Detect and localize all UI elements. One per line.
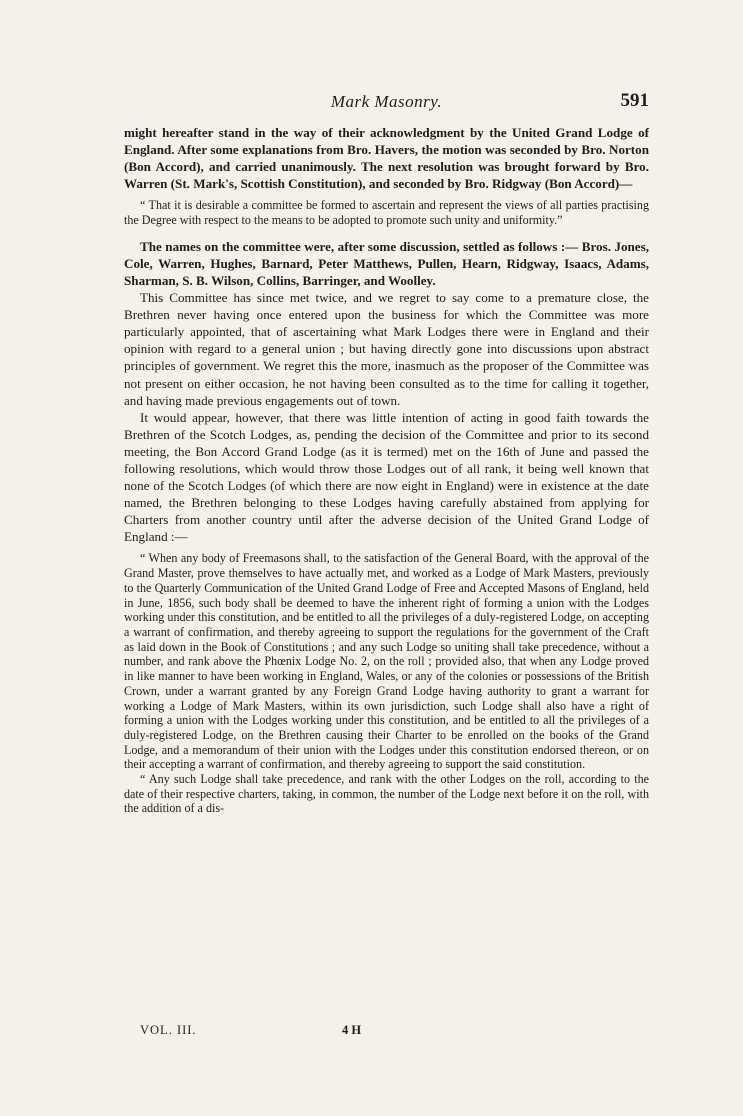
paragraph-committee-names: The names on the committee were, after some discussion, settled as follows :— Bros. Jones, Cole, Warren, Hughes, Barnard, Peter Matthews, Pullen, Hearn, Ridgway, Isaacs, Adams, Sharman, S. B. Wilson, Collins, Barringer, and Woolley.	[124, 238, 649, 288]
running-title: Mark Masonry.	[330, 92, 443, 111]
page-number: 591	[620, 90, 649, 111]
signature-mark: 4 H	[342, 1023, 362, 1037]
quote-resolution: “ That it is desirable a committee be formed to ascertain and represent the views of all parties practising the Degree with respect to the means to be adopted to promote such unity and uniformity.”	[124, 198, 649, 228]
page-footer	[124, 1023, 649, 1041]
page-body	[124, 124, 649, 816]
paragraph-motion: might hereafter stand in the way of their acknowledgment by the United Grand Lodge of England. After some explanations from Bro. Havers, the motion was seconded by Bro. Norton (Bon Accord), and carried unanimously. The next resolution was brought forward by Bro. Warren (St. Mark's, Scottish Constitution), and seconded by Bro. Ridgway (Bon Accord)—	[124, 125, 649, 192]
volume-number: VOL. III.	[140, 1023, 197, 1037]
paragraph-scotch-lodges: It would appear, however, that there was little intention of acting in good faith towards the Brethren of the Scotch Lodges, as, pending the decision of the Committee and prior to its second meeting, the Bon Accord Grand Lodge (as it is termed) met on the 16th of June and passed the following resolutions, which would throw those Lodges out of all rank, it being well known that none of the Scotch Lodges (of which there are now eight in England) were in existence at the date named, the Brethren belonging to these Lodges having carefully abstained from applying for Charters from another country until after the adverse decision of the United Grand Lodge of England :—	[124, 409, 649, 545]
page-header	[124, 92, 649, 114]
quote-first-resolution: “ When any body of Freemasons shall, to the satisfaction of the General Board, with the approval of the Grand Master, prove themselves to have actually met, and worked as a Lodge of Mark Masters, previously to the Quarterly Communication of the United Grand Lodge of Free and Accepted Masons of England, held in June, 1856, such body shall be deemed to have the inherent right of forming a union with the Lodges working under this constitution, and be entitled to all the privileges of a duly-registered Lodge, on accepting a warrant of confirmation, and thereby agreeing to support the regulations for the government of the Craft as laid down in the Book of Constitutions ; and any such Lodge so uniting shall take precedence, without a number, and rank above the Phœnix Lodge No. 2, on the roll ; provided also, that when any Lodge proved in like manner to have been working in England, Wales, or any of the colonies or possessions of the British Crown, under a warrant granted by any Foreign Grand Lodge having authority to grant a warrant for working a Lodge of Mark Masters, within its own jurisdiction, such Lodge shall also have a right of forming a union with the Lodges working under this constitution, and be entitled to all the privileges of a duly-registered Lodge, on the Brethren causing their Charter to be enrolled on the books of the Grand Lodge, and a memorandum of their union with the Lodges under this constitution endorsed thereon, or on their accepting a warrant of confirmation, and thereby agreeing to support the said constitution.	[124, 551, 649, 772]
quote-second-resolution: “ Any such Lodge shall take precedence, and rank with the other Lodges on the roll, according to the date of their respective charters, taking, in common, the number of the Lodge next before it on the roll, with the addition of a dis-	[124, 772, 649, 816]
paragraph-committee-meetings: This Committee has since met twice, and we regret to say come to a premature close, the Brethren never having once entered upon the business for which the Committee was more particularly appointed, that of ascertaining what Mark Lodges there were in England and their opinion with regard to a general union ; but having directly gone into discussions upon abstract principles of government. We regret this the more, inasmuch as the proposer of the Committee was not present on either occasion, he not having been consulted as to the time for calling it together, and having made previous engagements out of town.	[124, 290, 649, 408]
